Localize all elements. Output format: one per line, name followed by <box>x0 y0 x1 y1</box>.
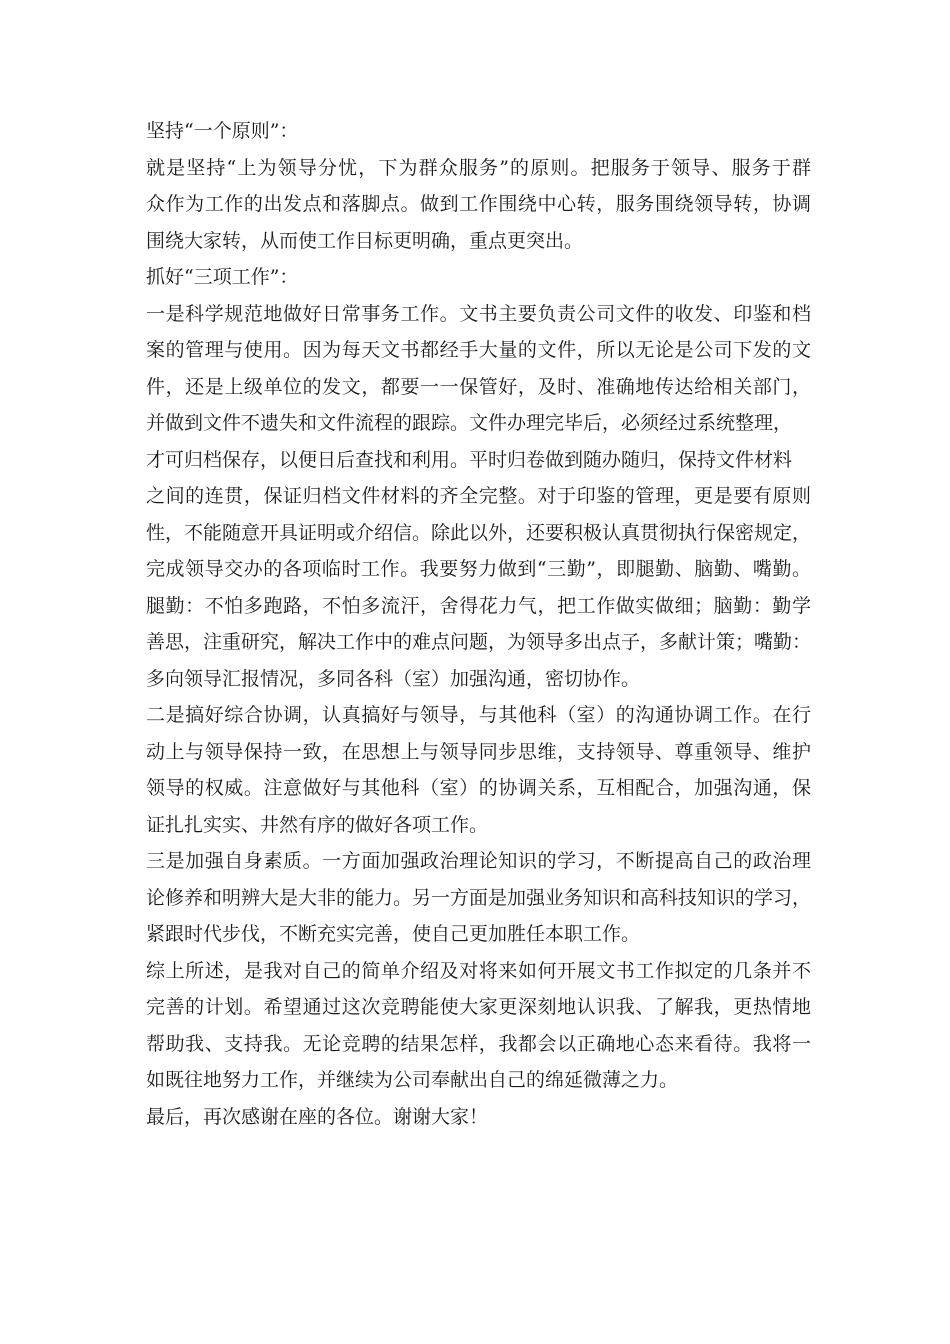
text-line: 案的管理与使用。因为每天文书都经手大量的文件，所以无论是公司下发的文 <box>146 339 811 361</box>
text-line: 综上所述，是我对自己的简单介绍及对将来如何开展文书工作拟定的几条并不 <box>146 959 811 982</box>
text-line: 坚持“一个原则”： <box>146 120 299 142</box>
text-line: 腿勤：不怕多跑路，不怕多流汗，舍得花力气，把工作做实做细；脑勤：勤学 <box>146 594 811 617</box>
text-line: 之间的连贯，保证归档文件材料的齐全完整。对于印鉴的管理，更是要有原则 <box>146 485 811 507</box>
text-line: 三是加强自身素质。一方面加强政治理论知识的学习，不断提高自己的政治理 <box>146 850 811 872</box>
text-line: 善思，注重研究，解决工作中的难点问题，为领导多出点子，多献计策；嘴勤： <box>146 631 811 653</box>
text-line: 完善的计划。希望通过这次竞聘能使大家更深刻地认识我、了解我，更热情地 <box>146 996 811 1018</box>
text-line: 最后，再次感谢在座的各位。谢谢大家！ <box>146 1105 489 1128</box>
text-line: 动上与领导保持一致，在思想上与领导同步思维，支持领导、尊重领导、维护 <box>146 740 811 763</box>
text-line: 众作为工作的出发点和落脚点。做到工作围绕中心转，服务围绕领导转，协调 <box>146 193 811 215</box>
text-line: 论修养和明辨大是大非的能力。另一方面是加强业务知识和高科技知识的学习， <box>146 886 811 909</box>
text-line: 才可归档保存，以便日后查找和利用。平时归卷做到随办随归，保持文件材料 <box>146 448 793 471</box>
text-line: 围绕大家转，从而使工作目标更明确，重点更突出。 <box>146 229 584 252</box>
text-line: 紧跟时代步伐，不断充实完善，使自己更加胜任本职工作。 <box>146 923 641 945</box>
text-line: 一是科学规范地做好日常事务工作。文书主要负责公司文件的收发、印鉴和档 <box>146 302 811 325</box>
text-line: 抓好“三项工作”： <box>146 266 299 288</box>
text-line: 件，还是上级单位的发文，都要一一保管好，及时、准确地传达给相关部门， <box>146 375 811 398</box>
document-body <box>146 113 811 1135</box>
text-line: 就是坚持“上为领导分忧，下为群众服务”的原则。把服务于领导、服务于群 <box>146 156 811 179</box>
text-line: 证扎扎实实、井然有序的做好各项工作。 <box>146 813 489 836</box>
text-line: 领导的权威。注意做好与其他科（室）的协调关系，互相配合，加强沟通，保 <box>146 777 811 799</box>
text-line: 多向领导汇报情况，多同各科（室）加强沟通，密切协作。 <box>146 667 641 690</box>
text-line: 完成领导交办的各项临时工作。我要努力做到“三勤”，即腿勤、脑勤、嘴勤。 <box>146 558 811 580</box>
text-line: 帮助我、支持我。无论竞聘的结果怎样，我都会以正确地心态来看待。我将一 <box>146 1032 811 1055</box>
text-line: 并做到文件不遗失和文件流程的跟踪。文件办理完毕后，必须经过系统整理， <box>146 412 793 434</box>
text-line: 二是搞好综合协调，认真搞好与领导，与其他科（室）的沟通协调工作。在行 <box>146 704 811 726</box>
text-line: 性，不能随意开具证明或介绍信。除此以外，还要积极认真贯彻执行保密规定， <box>146 521 811 544</box>
text-line: 如既往地努力工作，并继续为公司奉献出自己的绵延微薄之力。 <box>146 1069 679 1091</box>
